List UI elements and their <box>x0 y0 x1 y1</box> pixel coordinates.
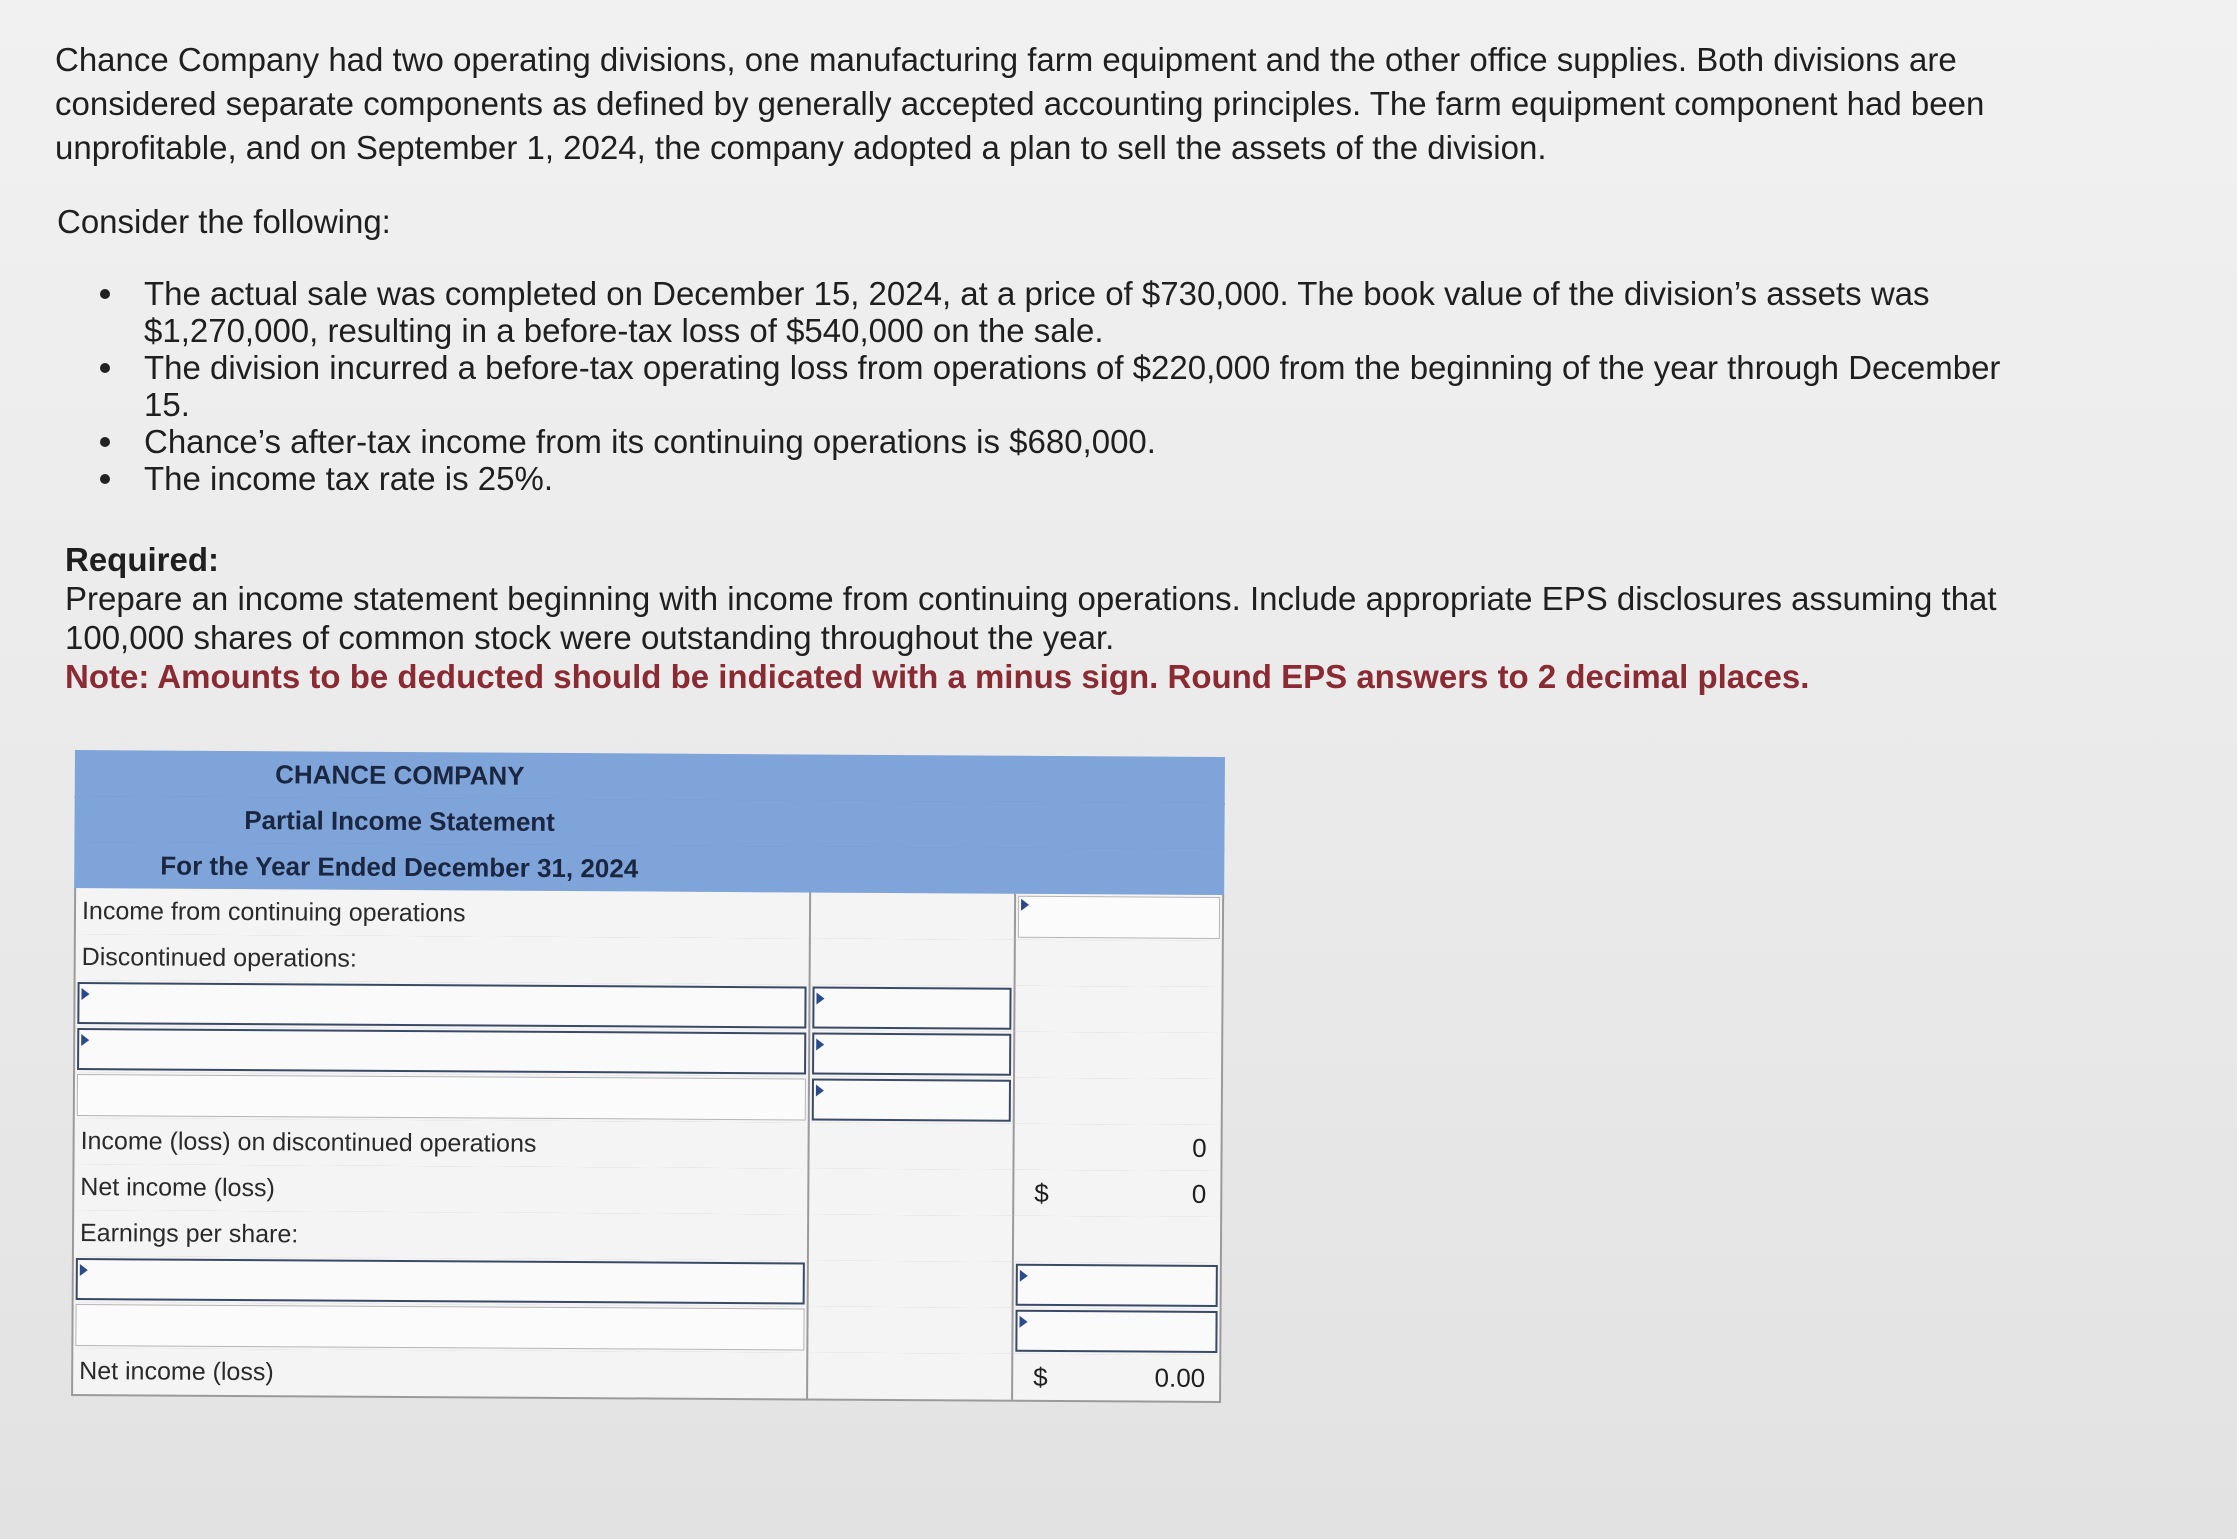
mid-cell <box>809 892 1014 939</box>
eps-item-dropdown-cell[interactable] <box>71 1302 806 1352</box>
item-dropdown[interactable] <box>77 1028 806 1074</box>
row-label: Earnings per share: <box>72 1210 807 1260</box>
dollar-sign: $ <box>1034 1177 1049 1208</box>
consider-heading: Consider the following: <box>57 203 391 240</box>
net-income-cell <box>1012 1170 1222 1217</box>
disc-income-cell <box>1012 1124 1222 1171</box>
amount-cell[interactable] <box>808 1030 1013 1077</box>
row-label: Income (loss) on discontinued operations <box>72 1118 807 1168</box>
company-name: CHANCE COMPANY <box>275 759 525 791</box>
row-label: Discontinued operations: <box>74 934 809 984</box>
continuing-amount-cell[interactable] <box>1014 894 1224 941</box>
fact-item <box>100 275 2030 349</box>
dollar-sign: $ <box>1033 1361 1048 1392</box>
statement-period: For the Year Ended December 31, 2024 <box>160 850 639 884</box>
amount-input[interactable] <box>812 1033 1011 1076</box>
eps-net-income-value: 0.00 <box>1154 1362 1206 1393</box>
eps-item-dropdown-cell[interactable] <box>72 1256 807 1306</box>
required-text: Prepare an income statement beginning with income from continuing operations. Include appropriate EPS disclosures assuming that 100,000 shares of common stock were outstanding throughout the year. <box>65 580 1997 656</box>
table-row <box>71 1348 1221 1403</box>
fact-text: The income tax rate is 25%. <box>144 460 554 497</box>
mid-cell <box>807 1122 1012 1169</box>
disc-income-value: 0 <box>1192 1132 1207 1163</box>
required-label: Required: <box>65 541 220 578</box>
row-label: Net income (loss) <box>71 1348 806 1398</box>
fact-item <box>100 460 2030 497</box>
net-income-value: 0 <box>1191 1178 1207 1209</box>
income-statement-table <box>71 750 1225 1447</box>
bullet-icon <box>100 474 110 484</box>
bullet-icon <box>100 437 110 447</box>
required-note: Note: Amounts to be deducted should be indicated with a minus sign. Round EPS answers to 2 decimal places. <box>65 658 1810 695</box>
amount-cell[interactable] <box>808 984 1013 1031</box>
item-dropdown[interactable] <box>77 982 806 1028</box>
right-cell <box>1013 1078 1223 1125</box>
eps-amount-cell[interactable] <box>1011 1308 1221 1355</box>
item-dropdown-cell[interactable] <box>73 1026 808 1076</box>
bullet-icon <box>100 363 110 373</box>
mid-cell <box>809 938 1014 985</box>
right-cell <box>1014 940 1224 987</box>
eps-net-income-cell <box>1011 1354 1221 1401</box>
eps-item-dropdown[interactable] <box>76 1258 805 1304</box>
item-dropdown-cell[interactable] <box>73 1072 808 1122</box>
fact-text: Chance’s after-tax income from its continuing operations is $680,000. <box>144 423 1156 460</box>
fact-text: The actual sale was completed on December 15, 2024, at a price of $730,000. The book value of the division’s assets was $1,270,000, resulting in a before-tax loss of $540,000 on the sale. <box>144 275 1930 349</box>
eps-item-dropdown[interactable] <box>75 1304 804 1350</box>
amount-cell[interactable] <box>808 1076 1013 1123</box>
eps-amount-input[interactable] <box>1015 1310 1217 1353</box>
mid-cell <box>806 1306 1011 1353</box>
amount-input[interactable] <box>812 1079 1011 1122</box>
right-cell <box>1013 1032 1223 1079</box>
mid-cell <box>807 1260 1012 1307</box>
right-cell <box>1013 986 1223 1033</box>
fact-text: The division incurred a before-tax operating loss from operations of $220,000 from the beginning of the year through December 15. <box>144 349 2001 423</box>
continuing-amount-input[interactable] <box>1018 896 1220 939</box>
eps-amount-cell[interactable] <box>1012 1262 1222 1309</box>
item-dropdown-cell[interactable] <box>73 980 808 1030</box>
required-section <box>65 540 2065 696</box>
facts-list <box>100 275 2030 497</box>
mid-cell <box>807 1168 1012 1215</box>
mid-cell <box>807 1214 1012 1261</box>
row-label: Net income (loss) <box>72 1164 807 1214</box>
eps-amount-input[interactable] <box>1016 1264 1218 1307</box>
problem-intro: Chance Company had two operating divisions, one manufacturing farm equipment and the other office supplies. Both divisions are considered separate components as defined by generally accepted accounting principles. The farm equipment component had been unprofitable, and on September 1, 2024, the company adopted a plan to sell the assets of the division. <box>55 41 1985 166</box>
bullet-icon <box>100 289 110 299</box>
mid-cell <box>806 1352 1011 1399</box>
right-cell <box>1012 1216 1222 1263</box>
fact-item <box>100 349 2030 423</box>
statement-title: Partial Income Statement <box>244 805 555 837</box>
amount-input[interactable] <box>812 987 1011 1030</box>
row-label: Income from continuing operations <box>74 888 809 938</box>
item-dropdown[interactable] <box>77 1074 806 1120</box>
fact-item <box>100 423 2030 460</box>
